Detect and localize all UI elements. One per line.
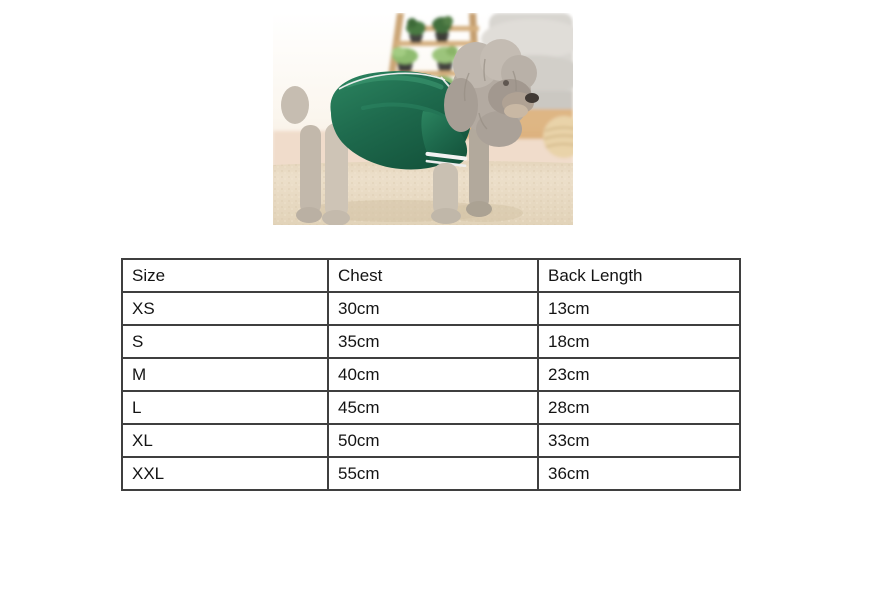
product-photo xyxy=(273,13,573,225)
cell-chest: 55cm xyxy=(328,457,538,490)
cell-size: XS xyxy=(122,292,328,325)
table-header-row xyxy=(122,259,740,292)
table-row xyxy=(122,325,740,358)
cell-chest: 35cm xyxy=(328,325,538,358)
table-row xyxy=(122,358,740,391)
cell-back-length: 18cm xyxy=(538,325,740,358)
cell-back-length: 36cm xyxy=(538,457,740,490)
dog-photo-illustration xyxy=(273,13,573,225)
cell-size: XXL xyxy=(122,457,328,490)
cell-chest: 30cm xyxy=(328,292,538,325)
cell-back-length: 33cm xyxy=(538,424,740,457)
size-chart-table xyxy=(121,258,741,491)
cell-back-length: 13cm xyxy=(538,292,740,325)
table-row xyxy=(122,391,740,424)
column-header-size: Size xyxy=(122,259,328,292)
cell-size: S xyxy=(122,325,328,358)
table-row xyxy=(122,424,740,457)
cell-chest: 45cm xyxy=(328,391,538,424)
cell-size: M xyxy=(122,358,328,391)
column-header-chest: Chest xyxy=(328,259,538,292)
column-header-back-length: Back Length xyxy=(538,259,740,292)
cell-chest: 50cm xyxy=(328,424,538,457)
cell-size: L xyxy=(122,391,328,424)
cell-back-length: 28cm xyxy=(538,391,740,424)
cell-size: XL xyxy=(122,424,328,457)
table-row xyxy=(122,292,740,325)
cell-back-length: 23cm xyxy=(538,358,740,391)
table-row xyxy=(122,457,740,490)
cell-chest: 40cm xyxy=(328,358,538,391)
